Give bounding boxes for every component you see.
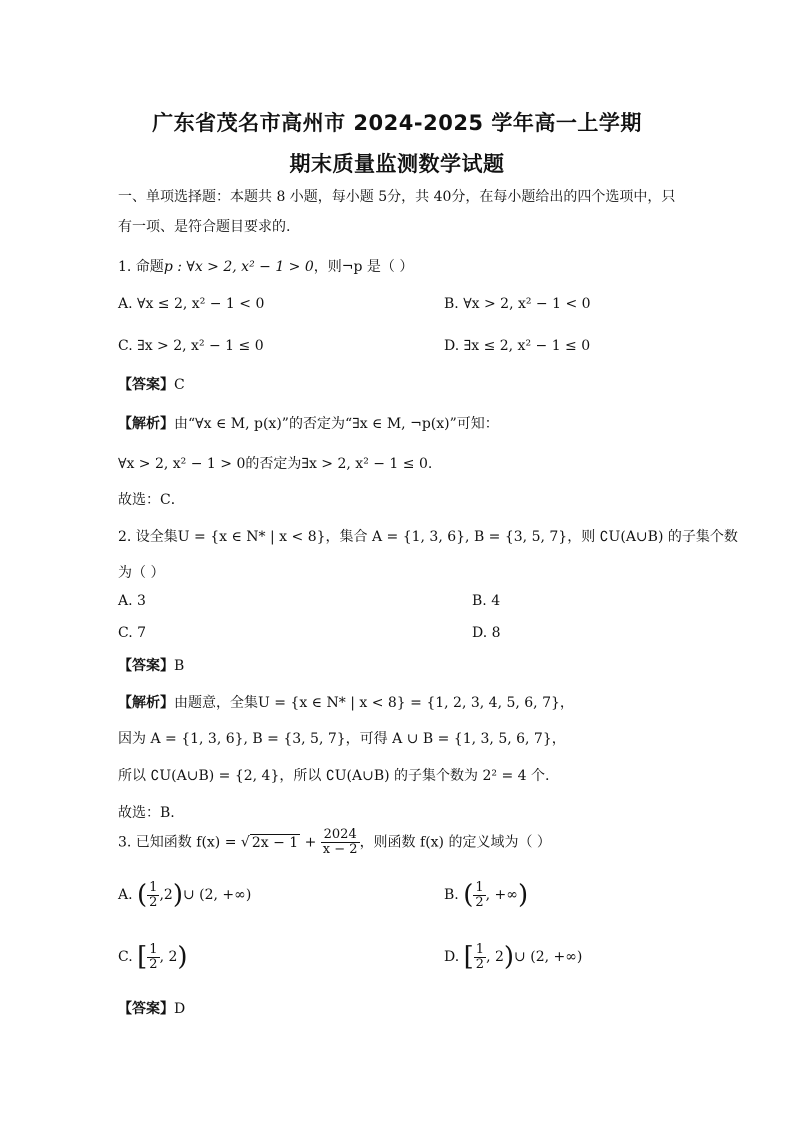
q3-frac-den: x − 2 [322, 842, 358, 857]
q1-option-d: D. ∃x ≤ 2, x² − 1 ≤ 0 [444, 338, 591, 354]
q3-option-c-half [147, 943, 159, 972]
half-num: 1 [149, 879, 158, 895]
q2-stem-line2: 为（ ） [118, 565, 165, 581]
q3-option-b-tail: , +∞ [485, 887, 518, 903]
q3-option-c-tail: , 2 [159, 949, 178, 965]
q3-option-d-half [474, 943, 486, 972]
q3-option-c [118, 942, 188, 972]
doc-title-line1: 广东省茂名市高州市 2024-2025 学年高一上学期 [152, 111, 642, 135]
q1-stem-pre: 1. 命题 [118, 259, 164, 275]
q3-option-d [444, 942, 582, 972]
left-bracket-icon: [ [463, 942, 474, 972]
q3-answer-value: D [174, 1001, 186, 1017]
q2-analysis-line2: 因为 A = {1, 3, 6}, B = {3, 5, 7}，可得 A ∪ B = {1, 3, 5, 6, 7}， [118, 731, 566, 747]
q2-answer [118, 655, 184, 675]
q1-answer-label: 【答案】 [118, 377, 174, 393]
q3-fraction [321, 828, 360, 857]
q3-option-b-half [473, 881, 485, 910]
q2-analysis-line1 [118, 692, 574, 712]
q3-option-d-rest: ∪ (2, +∞) [514, 949, 583, 965]
right-paren-icon: ) [517, 880, 529, 910]
q3-option-a-tail: 2 [163, 887, 173, 903]
q3-plus: + [300, 834, 321, 851]
q1-option-b: B. ∀x > 2, x² − 1 < 0 [444, 296, 591, 312]
q1-analysis-line2: ∀x > 2, x² − 1 > 0的否定为∃x > 2, x² − 1 ≤ 0. [118, 456, 433, 472]
q3-stem [118, 828, 551, 857]
q3-option-a-rest: ∪ (2, +∞) [182, 887, 252, 903]
q1-answer-value: C [174, 377, 185, 393]
q3-option-a-half [147, 881, 159, 910]
left-bracket-icon: [ [137, 942, 148, 972]
doc-title-line2: 期末质量监测数学试题 [289, 152, 505, 176]
right-paren-icon: ) [177, 942, 188, 972]
q1-option-a: A. ∀x ≤ 2, x² − 1 < 0 [118, 296, 265, 312]
q3-option-b [444, 880, 528, 910]
q3-option-b-label: B. [444, 887, 459, 903]
q2-stem-line1: 2. 设全集U = {x ∈ N* | x < 8}，集合 A = {1, 3, 6}, B = {3, 5, 7}，则 ∁U(A∪B) 的子集个数 [118, 529, 738, 545]
q3-option-d-tail: , 2 [486, 949, 504, 965]
q1-option-c: C. ∃x > 2, x² − 1 ≤ 0 [118, 338, 264, 354]
right-paren-icon: ) [172, 880, 183, 910]
half-den: 2 [149, 956, 158, 972]
q3-option-d-label: D. [444, 949, 460, 965]
q3-option-a-label: A. [118, 887, 133, 903]
q2-option-a: A. 3 [118, 593, 146, 609]
q1-answer [118, 374, 185, 394]
q2-analysis-text1: 由题意，全集U = {x ∈ N* | x < 8} = {1, 2, 3, 4, 5, 6, 7}， [174, 695, 574, 711]
q2-analysis-line3: 所以 ∁U(A∪B) = {2, 4}，所以 ∁U(A∪B) 的子集个数为 2² = 4 个. [118, 768, 550, 784]
half-den: 2 [475, 956, 485, 972]
left-paren-icon: ( [463, 880, 474, 910]
q3-answer [118, 998, 185, 1018]
q1-stem-math: p : ∀x > 2, x² − 1 > 0 [163, 259, 314, 275]
half-num: 1 [475, 941, 485, 957]
half-den: 2 [475, 894, 484, 910]
q3-sqrt-body: 2x − 1 [251, 834, 299, 851]
q2-answer-label: 【答案】 [118, 658, 174, 674]
q3-option-c-label: C. [118, 949, 133, 965]
q1-stem-post: ，则¬p 是（ ） [313, 259, 414, 275]
q2-answer-value: B [174, 658, 185, 674]
q1-analysis-text1: 由“∀x ∈ M, p(x)”的否定为“∃x ∈ M, ¬p(x)”可知： [174, 416, 499, 432]
half-den: 2 [149, 894, 158, 910]
left-paren-icon: ( [137, 880, 148, 910]
sqrt-icon: √ [240, 834, 250, 851]
section-intro-line2: 有一项、是符合题目要求的. [118, 219, 291, 235]
section-intro-line1: 一、单项选择题：本题共 8 小题，每小题 5分，共 40分，在每小题给出的四个选项中，只 [118, 189, 676, 205]
q2-option-b: B. 4 [472, 593, 501, 609]
q1-stem [118, 256, 413, 276]
q3-answer-label: 【答案】 [118, 1001, 174, 1017]
half-num: 1 [149, 941, 158, 957]
right-paren-icon: ) [503, 942, 515, 972]
q2-conclusion: 故选：B. [118, 805, 175, 821]
q3-option-a: A. ( $\frac{1}{2}$ ,2)∪ (2, +∞) [118, 879, 252, 910]
half-num: 1 [475, 879, 484, 895]
q3-stem-post: ，则函数 f(x) 的定义域为（ ） [359, 834, 551, 851]
q3-stem-pre: 3. 已知函数 f(x) = [118, 834, 241, 851]
q3-frac-num: 2024 [321, 828, 360, 843]
q2-analysis-label: 【解析】 [118, 695, 174, 711]
q2-option-c: C. 7 [118, 625, 147, 641]
q1-analysis-line1 [118, 413, 499, 433]
q2-option-d: D. 8 [472, 625, 501, 641]
q1-analysis-label: 【解析】 [118, 416, 174, 432]
q1-conclusion: 故选：C． [118, 492, 185, 508]
